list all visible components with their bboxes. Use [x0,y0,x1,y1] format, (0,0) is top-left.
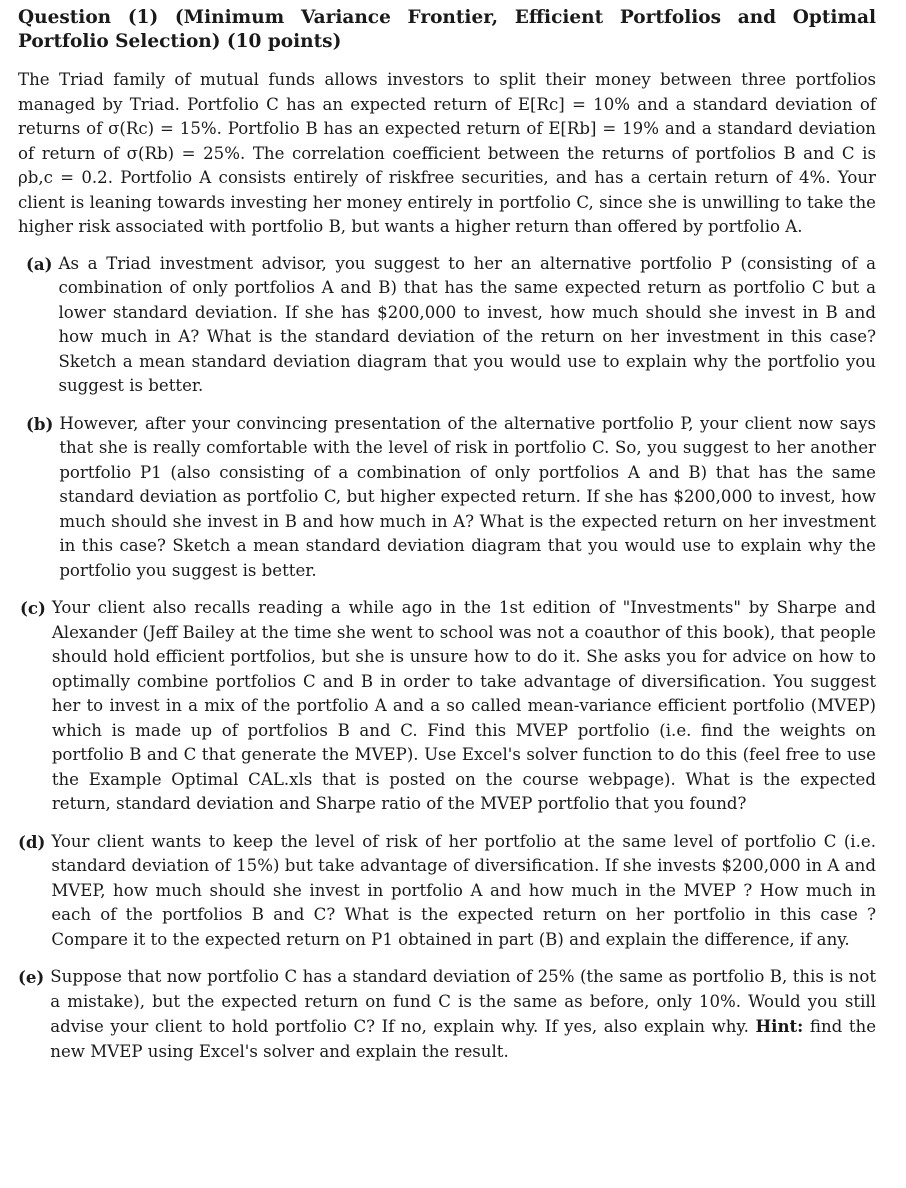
question-intro: The Triad family of mutual funds allows investors to split their money between three portfolios managed by Triad. Portfolio C has an expected return of E[Rc] = 10% and a standard deviation of returns of σ(Rc) = 15%. Portfolio B has an expected return of E[Rb] = 19% and a standard deviation of return of σ(Rb) = 25%. The correlation coefficient between the returns of portfolios B and C is ρb,c = 0.2. Portfolio A consists entirely of riskfree securities, and has a certain return of 4%. Your client is leaning towards investing her money entirely in portfolio C, since she is unwilling to take the higher risk associated with portfolio B, but wants a higher return than offered by portfolio A. [18,70,876,236]
part-a-text: As a Triad investment advisor, you suggest to her an alternative portfolio P (consisting of a combination of only portfolios A and B) that has the same expected return as portfolio C but a lower standard deviation. If she has $200,000 to invest, how much should she invest in B and how much in A? What is the standard deviation of the return on her investment in this case? Sketch a mean standard deviation diagram that you would use to explain why the portfolio you suggest is better. [58,253,876,395]
part-a [18,252,876,399]
part-c-label: (c) [20,598,46,618]
part-d-text: Your client wants to keep the level of risk of her portfolio at the same level of portfolio C (i.e. standard deviation of 15%) but take advantage of diversification. If she invests $200,000 in A and MVEP, how much should she invest in portfolio A and how much in the MVEP ? How much in each of the portfolios B and C? What is the expected return on her portfolio in this case ? Compare it to the expected return on P1 obtained in part (B) and explain the difference, if any. [51,831,876,949]
part-b-text: However, after your convincing presentation of the alternative portfolio P, your client now says that she is really comfortable with the level of risk in portfolio C. So, you suggest to her another portfolio P1 (also consisting of a combination of only portfolios A and B) that has the same standard deviation as portfolio C, but higher expected return. If she has $200,000 to invest, how much should she invest in B and how much in A? What is the expected return on her investment in this case? Sketch a mean standard deviation diagram that you would use to explain why the portfolio you suggest is better. [59,413,876,580]
hint-text: find the new MVEP using Excel's solver and explain the result. [50,1017,877,1061]
part-b-label: (b) [26,413,54,434]
part-e-body [50,965,876,1064]
part-a-label: (a) [26,253,53,274]
part-e-label: (e) [18,967,45,987]
part-e [18,965,876,1064]
part-c [18,596,876,817]
part-d [18,830,876,953]
part-b [18,412,876,584]
part-c-text: Your client also recalls reading a while ago in the 1st edition of "Investments" by Sharpe and Alexander (Jeff Bailey at the time she went to school was not a coauthor of this book), that people should hold efficient portfolios, but she is unsure how to do it. She asks you for advice on how to optimally combine portfolios C and B in order to take advantage of diversification. You suggest her to invest in a mix of the portfolio A and a so called mean-variance efficient portfolio (MVEP) which is made up of portfolios B and C. Find this MVEP portfolio (i.e. find the weights on portfolio B and C that generate the MVEP). Use Excel's solver function to do this (feel free to use the Example Optimal CAL.xls that is posted on the course webpage). What is the expected return, standard deviation and Sharpe ratio of the MVEP portfolio that you found? [51,598,876,813]
hint-label: Hint: [755,1016,804,1036]
question-title: Question (1) (Minimum Variance Frontier, Efficient Portfolios and Optimal Portfolio Selection) (10 points) [18,7,876,52]
part-e-text: Suppose that now portfolio C has a standard deviation of 25% (the same as portfolio B, this is not a mistake), but the expected return on fund C is the same as before, only 10%. Would you still advise your client to hold portfolio C? If no, explain why. If yes, also explain why. [50,967,876,1036]
question-parts [18,252,876,1065]
part-d-label: (d) [18,831,46,852]
